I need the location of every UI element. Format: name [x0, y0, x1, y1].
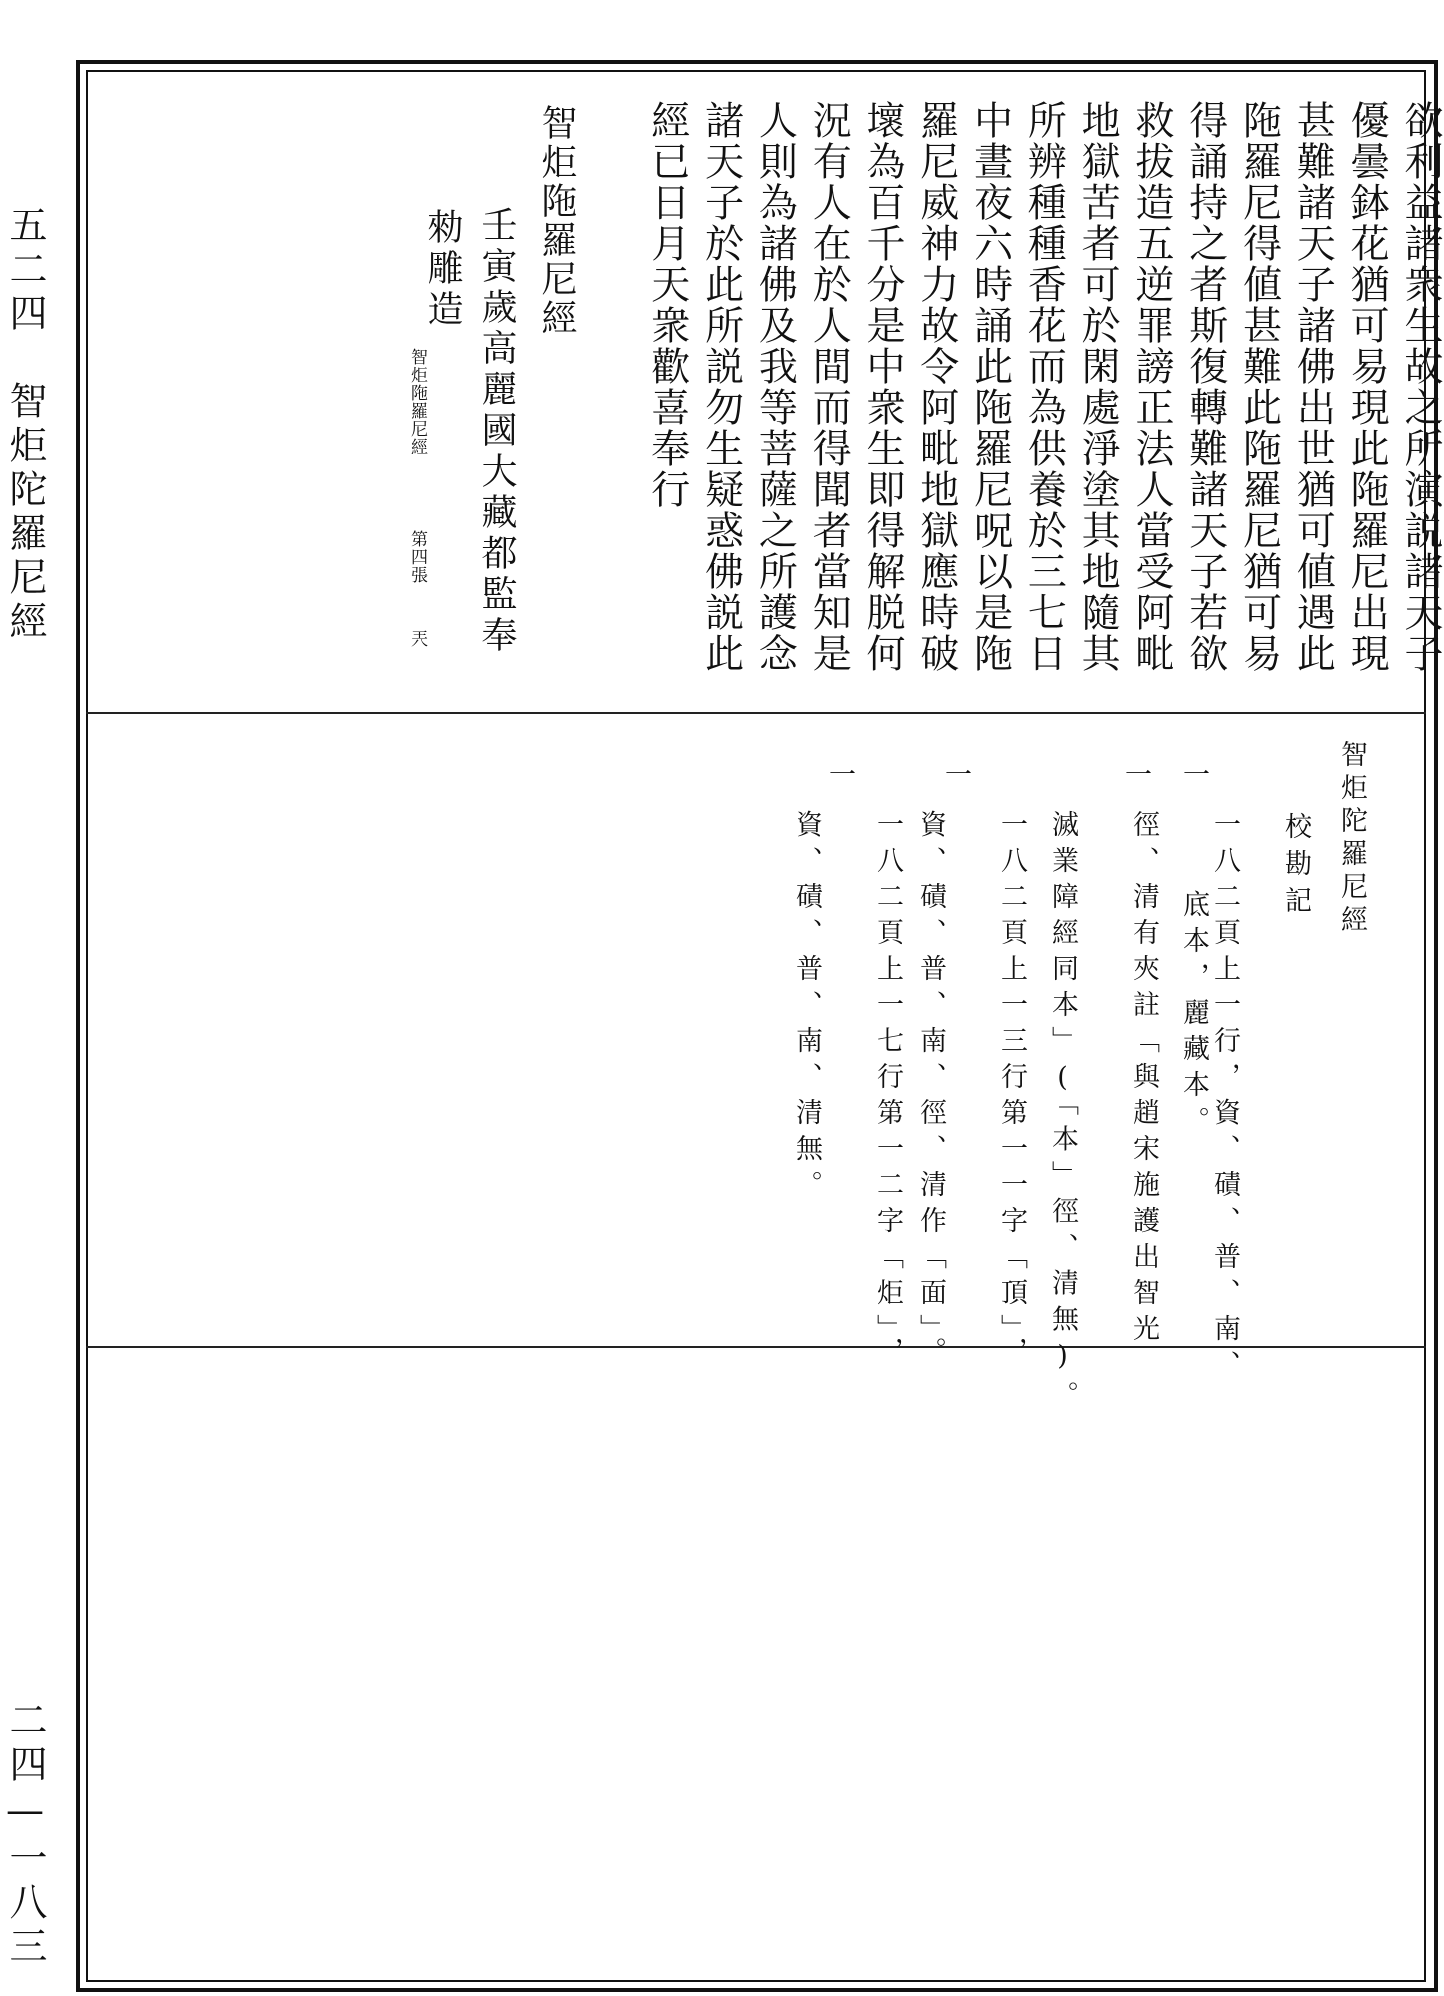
- margin-volume-title: 五二四 智炬陀羅尼經: [3, 205, 47, 645]
- margin-page-number: 二四—一八三: [3, 1700, 47, 1970]
- note-2-line-3: 滅業障經同本」(「本」徑、清無)。: [1047, 810, 1078, 1417]
- colophon-line-1: 壬寅歲高麗國大藏都監奉: [476, 206, 517, 657]
- colophon-line-2: 勑雕造: [422, 208, 463, 331]
- note-3-line-1: 一八二頁上一三行第一一字「頂」，: [996, 810, 1027, 1373]
- note-4-line-1: 一八二頁上一七行第一二字「炬」，: [872, 810, 903, 1373]
- sutra-text-block: 欲利益諸衆生故之所演説諸天子 優曇鉢花猶可易現此陁羅尼出現 甚難諸天子諸佛出世猶可値遇此 陁羅尼得値甚難此陁羅尼猶可易 得誦持之者斯復轉難諸天子若欲 救拔造五逆罪謗正法人當受阿毗 地獄苦者可於閑處淨塗其地隨其 所辨種種香花而為供養於三七日 中晝夜六時誦此陁羅尼呪以是陁 羅尼威神力故令阿毗地獄應時破 壞為百千分是中衆生即得解脱何 況有人在於人間而得聞者當知是 人則為諸佛及我等菩薩之所護念 諸天子於此所説勿生疑惑佛説此 經已日月天衆歡喜奉行: [644, 100, 1443, 674]
- note-4-marker: 一: [824, 760, 855, 787]
- notes-heading: 校勘記: [1280, 812, 1311, 923]
- small-print-title: 智炬陁羅尼經: [407, 348, 427, 456]
- notes-sutra-title: 智炬陀羅尼經: [1336, 740, 1367, 938]
- note-1-marker: 一: [1178, 760, 1209, 787]
- note-4: [766, 810, 955, 1373]
- note-2-marker: 一: [1120, 760, 1151, 787]
- note-1-line-1: 底本，麗藏本。: [1178, 890, 1209, 1142]
- small-print-mark: 兲: [407, 630, 427, 647]
- sutra-end-title: 智炬陁羅尼經: [536, 104, 577, 338]
- note-4-line-2: 資、磧、普、南、清無。: [791, 810, 822, 1206]
- note-3-line-2: 資、磧、普、南、徑、清作「面」。: [915, 810, 946, 1373]
- note-2-line-2: 徑、清有夾註「與趙宋施護出智光: [1128, 810, 1159, 1350]
- small-print-sheet-number: 第四張: [407, 530, 427, 584]
- note-3-marker: 一: [940, 760, 971, 787]
- section-divider-upper: [86, 712, 1426, 714]
- note-2-line-1: 一八二頁上一行，資、磧、普、南、: [1209, 810, 1240, 1386]
